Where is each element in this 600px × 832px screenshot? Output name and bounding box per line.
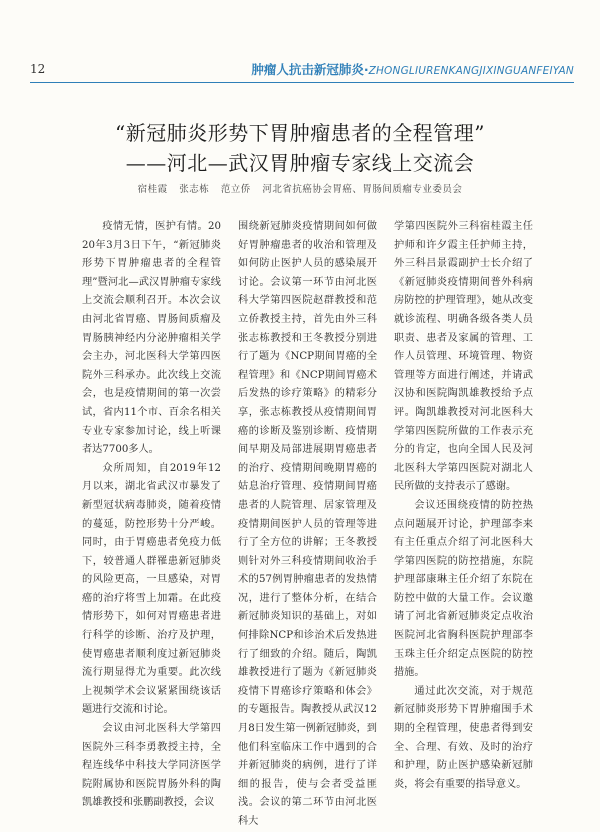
article-title-line2: ——河北—武汉胃肿瘤专家线上交流会 — [125, 151, 475, 175]
journal-title-cn: 肿瘤人抗击新冠肺炎· — [251, 62, 369, 77]
journal-title-pinyin: ZHONGLIURENKANGJIXINGUANFEIYAN — [368, 65, 574, 77]
paragraph: 会议还围绕疫情的防控热点问题展开讨论，护理部李来有主任重点介绍了河北医科大学第四医院的防控措施，东院护理部康琳主任介绍了东院在防控中做的大量工作。会议邀请了河北省新冠肺炎定点收治医院河北省胸科医院护理部李玉珠主任介绍定点医院的防控措施。 — [394, 499, 533, 679]
author-1: 宿桂霞 — [137, 184, 168, 195]
paragraph: 学第四医院外三科宿桂霞主任护师和许夕霞主任护师主持，外三科吕景霞副护士长介绍了《新冠肺炎疫情期间普外科病房防控的护理管理》，她从改变就诊流程、明确各级各类人员职责、患者及家属的管理、工作人员管理、环境管理、物资管理等方面进行阐述，并请武汉协和医院陶凯雄教授给予点评。陶凯雄教授对河北医科大学第四医院所做的工作表示充分的肯定，也向全国人民及河北医科大学第四医院对湖北人民所做的支持表示了感谢。 — [394, 221, 533, 493]
page-number: 12 — [30, 62, 46, 76]
author-line — [0, 181, 600, 195]
article-body — [82, 218, 533, 827]
paragraph: 会议由河北医科大学第四医院外三科李勇教授主持，全程连线华中科技大学同济医学院附属协和医院胃肠外科的陶凯雄教授和张鹏副教授，会议 — [82, 723, 221, 809]
header-divider — [30, 82, 574, 83]
author-2: 张志栋 — [179, 184, 210, 195]
paragraph: 围绕新冠肺炎疫情期间如何做好胃肿瘤患者的收治和管理及如何防止医护人员的感染展开讨论。会议第一环节由河北医科大学第四医院赵群教授和范立侨教授主持，首先由外三科张志栋教授和王冬教授分别进行了题为《NCP期间胃癌的全程管理》和《NCP期间胃癌术后发热的诊疗策略》的精彩分享，张志栋教授从疫情期间胃癌的诊断及鉴别诊断、疫情期间早期及局部进展期胃癌患者的治疗、疫情期间晚期胃癌的姑息治疗管理、疫情期间胃癌患者的人院管理、居家管理及疫情期间医护人员的管理等进行了全方位的讲解；王冬教授则针对外三科疫情期间收治手术的57例胃肿瘤患者的发热情况，进行了整体分析，在结合新冠肺炎知识的基础上，对如何排除NCP和诊治术后发热进行了细致的介绍。随后，陶凯雄教授进行了题为《新冠肺炎疫情下胃癌诊疗策略和体会》的专题报告。陶教授从武汉12月8日发生第一例新冠肺炎，到他们科室临床工作中遇到的合并新冠肺炎的病例，进行了详细的报告，使与会者受益匪浅。会议的第二环节由河北医科大 — [238, 221, 377, 827]
article-title — [0, 118, 600, 178]
author-affiliation: 河北省抗癌协会胃癌、胃肠间质瘤专业委员会 — [262, 184, 463, 195]
column-2 — [238, 218, 377, 827]
column-3 — [394, 218, 533, 790]
author-3: 范立侨 — [220, 184, 251, 195]
journal-title — [251, 60, 574, 78]
paragraph: 疫情无情，医护有情。2020年3月3日下午，“新冠肺炎形势下胃肿瘤患者的全程管理”暨河北—武汉胃肿瘤专家线上交流会顺利召开。本次会议由河北省胃癌、胃肠间质瘤及胃肠胰神经内分泌肿瘤相关学会主办，河北医科大学第四医院外三科承办。此次线上交流会，也是疫情期间的第一次尝试，省内11个市、百余名相关专业专家参加讨论，线上听课者达7700多人。 — [82, 221, 221, 456]
paragraph: 众所周知，自2019年12月以来，湖北省武汉市暴发了新型冠状病毒肺炎，随着疫情的蔓延，防控形势十分严峻。同时，由于胃癌患者免疫力低下，较普通人群罹患新冠肺炎的风险更高，一旦感染，对胃癌的治疗将雪上加霜。在此疫情形势下，如何对胃癌患者进行科学的诊断、治疗及护理，使胃癌患者顺利度过新冠肺炎流行期显得尤为重要。此次线上视频学术会议紧紧围绕该话题进行交流和讨论。 — [82, 462, 221, 716]
article-title-line1: “新冠肺炎形势下胃肿瘤患者的全程管理” — [115, 121, 485, 145]
column-1 — [82, 218, 221, 809]
paragraph: 通过此次交流，对于规范新冠肺炎形势下胃肿瘤围手术期的全程管理，使患者得到安全、合理、有效、及时的治疗和护理，防止医护感染新冠肺炎，将会有重要的指导意义。 — [394, 685, 533, 790]
